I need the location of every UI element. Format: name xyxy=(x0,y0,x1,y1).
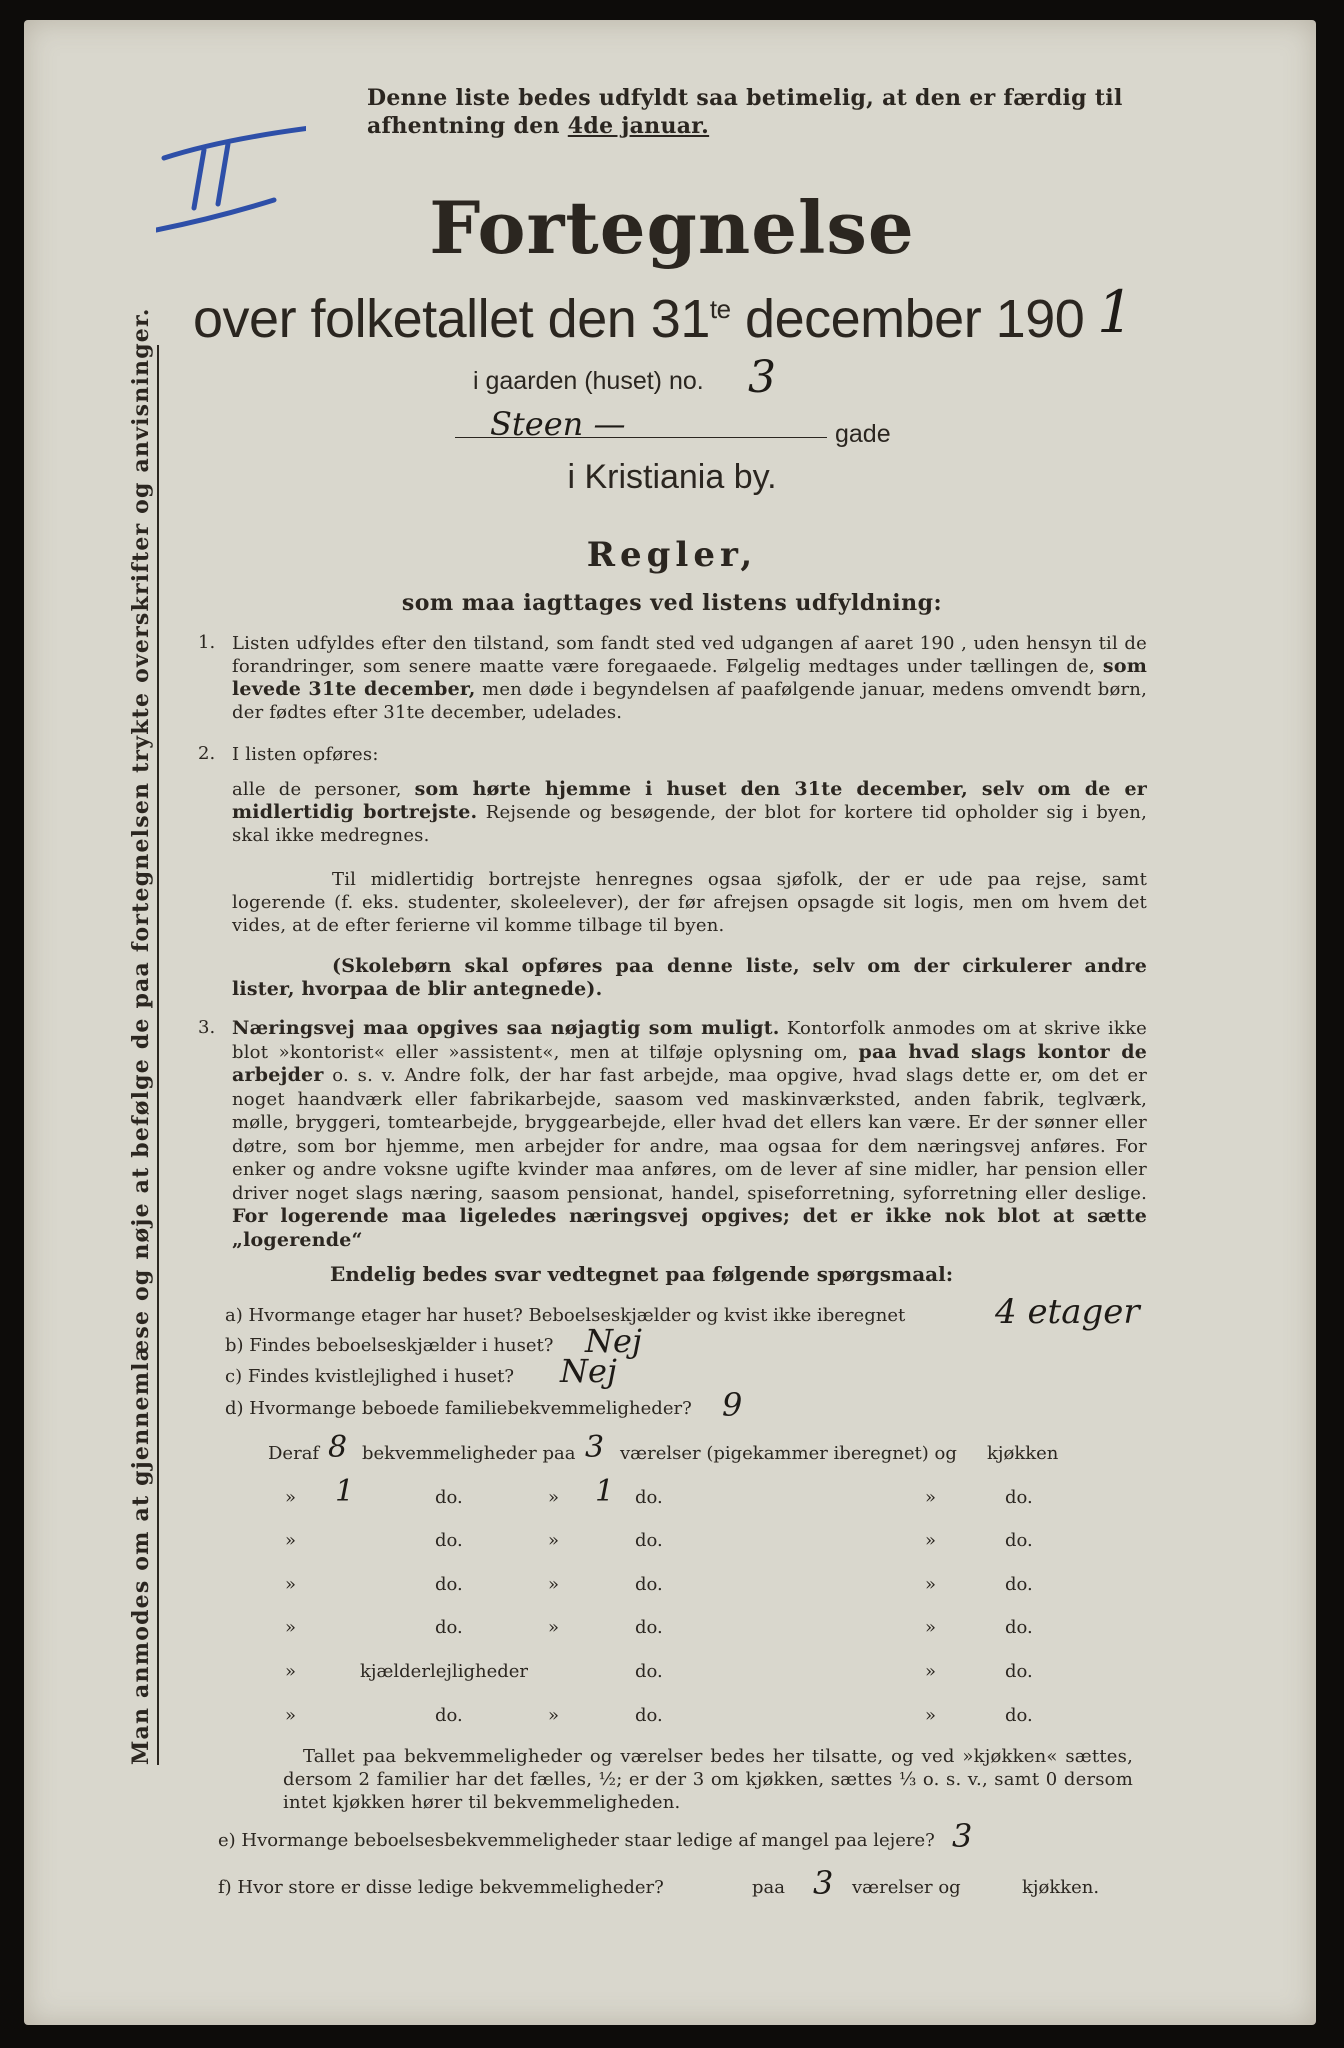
row7-do-1: do. xyxy=(435,1705,463,1726)
answer-e: 3 xyxy=(952,1817,973,1855)
house-number-label: i gaarden (huset) no. xyxy=(473,367,704,395)
row6-kjaelder: kjælderlejligheder xyxy=(360,1661,528,1682)
rule-3-text-a: Næringsvej maa opgives saa nøjagtig som muligt. xyxy=(232,1017,780,1039)
notice xyxy=(367,84,1147,140)
year-handwritten: 1 xyxy=(1097,278,1134,346)
subtitle-pre: over folketallet den 31 xyxy=(193,289,710,349)
rule-3-text-c: paa hvad slags kontor de arbejder xyxy=(232,1040,1147,1086)
rule-3-text-e: For logerende maa ligeledes næringsvej opgives; det er ikke nok blot at sætte „logerende“ xyxy=(232,1205,1147,1251)
rule-1-text-b: som levede 31te december, xyxy=(232,655,1147,700)
notice-line-2-text: afhentning den xyxy=(367,113,568,139)
row2-quote-1: » xyxy=(285,1487,297,1508)
row2-do-1: do. xyxy=(435,1487,463,1508)
row6-do-2: do. xyxy=(635,1661,663,1682)
rule-2-text-b: som hørte hjemme i huset den 31te december, selv om de er midlertidig bortrejste. xyxy=(232,778,1147,823)
row4-quote-2: » xyxy=(548,1574,560,1595)
deraf-label: Deraf xyxy=(268,1443,320,1464)
row5-quote-3: » xyxy=(925,1617,937,1638)
row2-quote-3: » xyxy=(925,1487,937,1508)
question-e: e) Hvormange beboelsesbekvemmeligheder staar ledige af mangel paa lejere? xyxy=(218,1830,935,1851)
row7-quote-1: » xyxy=(285,1705,297,1726)
form-title: Fortegnelse xyxy=(429,185,915,270)
rule-3-body xyxy=(232,1017,1147,1252)
row2-do-2: do. xyxy=(635,1487,663,1508)
subtitle-sup: te xyxy=(709,294,731,324)
row7-do-3: do. xyxy=(1005,1705,1033,1726)
table-note: Tallet paa bekvemmeligheder og værelser bedes her tilsatte, og ved »kjøkken« sættes, dersom 2 familier har det fælles, ½; er der 3 om kjøkken, sættes ⅓ o. s. v., samt 0 dersom intet kjøkken hører til bekvemmeligheden. xyxy=(283,1746,1133,1813)
rule-1-text-a: Listen udfyldes efter den tilstand, som fandt sted ved udgangen af aaret 190 , uden hensyn til de forandringer, som senere maatte være foregaaede. Følgelig medtages under tællingen de, xyxy=(232,633,1147,677)
city-label: i Kristiania by. xyxy=(567,458,777,496)
question-b: b) Findes beboelseskjælder i huset? xyxy=(225,1335,554,1356)
row4-quote-1: » xyxy=(285,1574,297,1595)
subtitle-post: december 190 xyxy=(730,289,1085,349)
question-d: d) Hvormange beboede familiebekvemmeligheder? xyxy=(225,1398,692,1419)
row4-quote-3: » xyxy=(925,1574,937,1595)
question-f-paa: paa xyxy=(752,1877,785,1898)
answer-b: Nej xyxy=(585,1322,642,1360)
row6-quote-1: » xyxy=(285,1661,297,1682)
row3-quote-3: » xyxy=(925,1530,937,1551)
row7-do-2: do. xyxy=(635,1705,663,1726)
row3-quote-1: » xyxy=(285,1530,297,1551)
rule-1 xyxy=(232,632,1147,724)
rule-2-text-a: alle de personer, xyxy=(232,779,402,800)
rule-3-text-b: Kontorfolk anmodes om at skrive ikke blot »kontorist« eller »assistent«, men at tilføje oplysning om, xyxy=(232,1018,1147,1063)
deraf-rooms: 3 xyxy=(585,1430,605,1465)
rules-subheading: som maa iagttages ved listens udfyldning: xyxy=(401,590,943,616)
row7-quote-3: » xyxy=(925,1705,937,1726)
row3-quote-2: » xyxy=(548,1530,560,1551)
notice-date: 4de januar. xyxy=(567,113,710,139)
row5-do-1: do. xyxy=(435,1617,463,1638)
row2-do-3: do. xyxy=(1005,1487,1033,1508)
vertical-instruction: Man anmodes om at gjennemlæse og nøje at befølge de paa fortegnelsen trykte overskrifter og anvisninger. xyxy=(128,345,159,1765)
row2-count: 1 xyxy=(335,1474,355,1509)
row4-do-1: do. xyxy=(435,1574,463,1595)
row6-do-3: do. xyxy=(1005,1661,1033,1682)
row2-rooms: 1 xyxy=(595,1474,615,1509)
row5-quote-1: » xyxy=(285,1617,297,1638)
question-f: f) Hvor store er disse ledige bekvemmeligheder? xyxy=(218,1877,664,1898)
notice-line-1: Denne liste bedes udfyldt saa betimelig, at den er færdig til xyxy=(367,85,1123,111)
rule-1-number: 1. xyxy=(198,632,216,653)
street-label: gade xyxy=(835,420,891,448)
rule-2-heading: I listen opføres: xyxy=(232,744,379,765)
question-a: a) Hvormange etager har huset? Beboelseskjælder og kvist ikke iberegnet xyxy=(225,1305,906,1326)
questions-intro: Endelig bedes svar vedtegnet paa følgende spørgsmaal: xyxy=(330,1262,954,1286)
row5-do-2: do. xyxy=(635,1617,663,1638)
row2-quote-2: » xyxy=(548,1487,560,1508)
deraf-vaerelser: værelser (pigekammer iberegnet) og xyxy=(620,1443,957,1464)
form-subtitle xyxy=(193,288,1084,350)
answer-a: 4 etager xyxy=(995,1292,1140,1332)
rules-heading: Regler, xyxy=(586,535,758,575)
deraf-kjokken: kjøkken xyxy=(987,1443,1059,1464)
row6-quote-3: » xyxy=(925,1661,937,1682)
rule-2-number: 2. xyxy=(198,743,216,764)
answer-c: Nej xyxy=(560,1352,617,1390)
question-f-vaerelser: værelser og xyxy=(852,1877,961,1898)
row4-do-3: do. xyxy=(1005,1574,1033,1595)
row3-do-3: do. xyxy=(1005,1530,1033,1551)
answer-d: 9 xyxy=(722,1386,743,1424)
street-name-value: Steen — xyxy=(490,405,626,443)
rule-2-text-c: Rejsende og besøgende, der blot for kortere tid opholder sig i byen, skal ikke medregnes. xyxy=(232,802,1147,846)
street-line xyxy=(455,437,827,438)
row3-do-1: do. xyxy=(435,1530,463,1551)
notice-line-2 xyxy=(367,112,1147,140)
rule-2-sailors: Til midlertidig bortrejste henregnes ogsaa sjøfolk, der er ude paa rejse, samt logerende (f. eks. studenter, skoleelever), der før afrejsen opsagde sit logis, men om hvem det vides, at de efter ferierne vil komme tilbage til byen. xyxy=(232,869,1147,936)
row5-quote-2: » xyxy=(548,1617,560,1638)
deraf-count: 8 xyxy=(328,1430,348,1465)
question-c: c) Findes kvistlejlighed i huset? xyxy=(225,1366,515,1387)
answer-f-rooms: 3 xyxy=(813,1864,834,1902)
rule-3-number: 3. xyxy=(198,1017,216,1038)
house-number-value: 3 xyxy=(748,352,776,403)
question-f-kjokken: kjøkken. xyxy=(1022,1877,1100,1898)
deraf-bekv: bekvemmeligheder paa xyxy=(362,1443,576,1464)
rule-2-schoolchildren: (Skolebørn skal opføres paa denne liste, selv om der cirkulerer andre lister, hvorpaa de blir antegnede). xyxy=(232,955,1147,1000)
rule-2-body xyxy=(232,778,1147,847)
row5-do-3: do. xyxy=(1005,1617,1033,1638)
row3-do-2: do. xyxy=(635,1530,663,1551)
rule-3-text-d: o. s. v. Andre folk, der har fast arbejde, maa opgive, hvad slags dette er, om det er noget haandværk eller fabrikarbejde, saasom ved maskinværksted, anden fabrik, teglværk, mølle, bryggeri, tomtearbejde, bryggearbejde, eller hvad det ellers kan være. Er der sønner eller døtre, som bor hjemme, men arbejder for andre, maa ogsaa for dem næringsvej anføres. For enker og andre voksne ugifte kvinder maa anføres, om de lever af sine midler, har pension eller driver noget slags næring, saasom pensionat, handel, spiseforretning, syforretning eller deslige. xyxy=(232,1065,1148,1204)
rule-1-text-c: men døde i begyndelsen af paafølgende januar, medens omvendt børn, der fødtes efter 31te december, udelades. xyxy=(232,679,1148,723)
row7-quote-2: » xyxy=(548,1705,560,1726)
row4-do-2: do. xyxy=(635,1574,663,1595)
